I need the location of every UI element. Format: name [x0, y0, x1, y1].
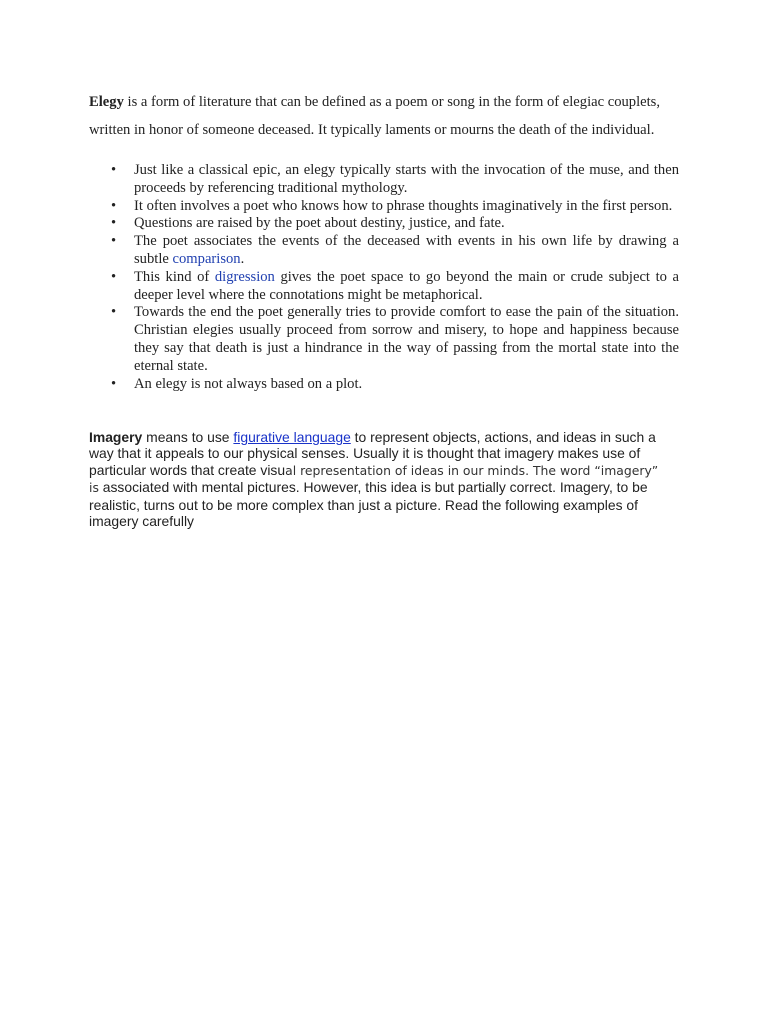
list-item: [89, 162, 679, 198]
list-item-text: The poet associates the events of the deceased with events in his own life by drawing a subtle: [134, 233, 679, 267]
bullet-icon: •: [111, 162, 117, 178]
elegy-characteristics-list: [89, 162, 679, 393]
bullet-icon: •: [111, 304, 117, 321]
imagery-definition-paragraph: [89, 429, 669, 529]
list-item-text: Questions are raised by the poet about destiny, justice, and fate.: [134, 215, 505, 232]
bullet-icon: •: [111, 268, 117, 285]
elegy-definition-paragraph: [89, 88, 689, 144]
comparison-link[interactable]: comparison: [172, 250, 241, 267]
list-item: [89, 233, 679, 269]
digression-link[interactable]: digression: [214, 268, 275, 285]
list-item-text: Towards the end the poet generally tries to provide comfort to ease the pain of the situation. Christian elegies usually proceed from sorrow and misery, to hope and happiness because they say that death is just a hindrance in the way of passing from the mortal state into the eternal state.: [134, 304, 679, 374]
elegy-term: Elegy: [89, 94, 124, 110]
imagery-text-part3: al representation of ideas in our minds. The word “imagery” is: [89, 462, 659, 496]
list-item-text: This kind of: [134, 268, 215, 285]
list-item: [89, 304, 679, 375]
list-item-text: It often involves a poet who knows how to phrase thoughts imaginatively in the first person.: [134, 197, 673, 214]
bullet-icon: •: [111, 233, 117, 250]
list-item: [89, 215, 679, 233]
imagery-text-part2: to represent objects, actions, and ideas in such a way that it appeals to our physical senses. Usually it is thought that imagery makes use of particular words that create visu: [89, 429, 656, 478]
list-item-text-end: gives the poet space to go beyond the main or crude subject to a deeper level where the connotations might be metaphorical.: [134, 268, 679, 303]
imagery-term: Imagery: [89, 429, 143, 445]
list-item-text-end: .: [240, 250, 245, 267]
imagery-text-part1: means to use: [142, 429, 234, 445]
list-item: [89, 198, 679, 216]
list-item-text: Just like a classical epic, an elegy typically starts with the invocation of the muse, and then proceeds by referencing traditional mythology.: [134, 162, 679, 196]
bullet-icon: •: [111, 197, 117, 214]
bullet-icon: •: [111, 375, 117, 392]
list-item: [89, 376, 679, 394]
list-item: [89, 269, 679, 305]
imagery-text-part4: associated with mental pictures. However, this idea is but partially correct. Imagery, to be realistic, turns out to be more complex than just a picture. Read the following examples of imagery carefully: [89, 479, 648, 530]
elegy-definition-text: is a form of literature that can be defined as a poem or song in the form of elegiac couplets, written in honor of someone deceased. It typically laments or mourns the death of the individual.: [89, 94, 661, 138]
bullet-icon: •: [111, 215, 117, 232]
list-item-text: An elegy is not always based on a plot.: [134, 375, 363, 392]
figurative-language-link[interactable]: figurative language: [233, 429, 351, 445]
